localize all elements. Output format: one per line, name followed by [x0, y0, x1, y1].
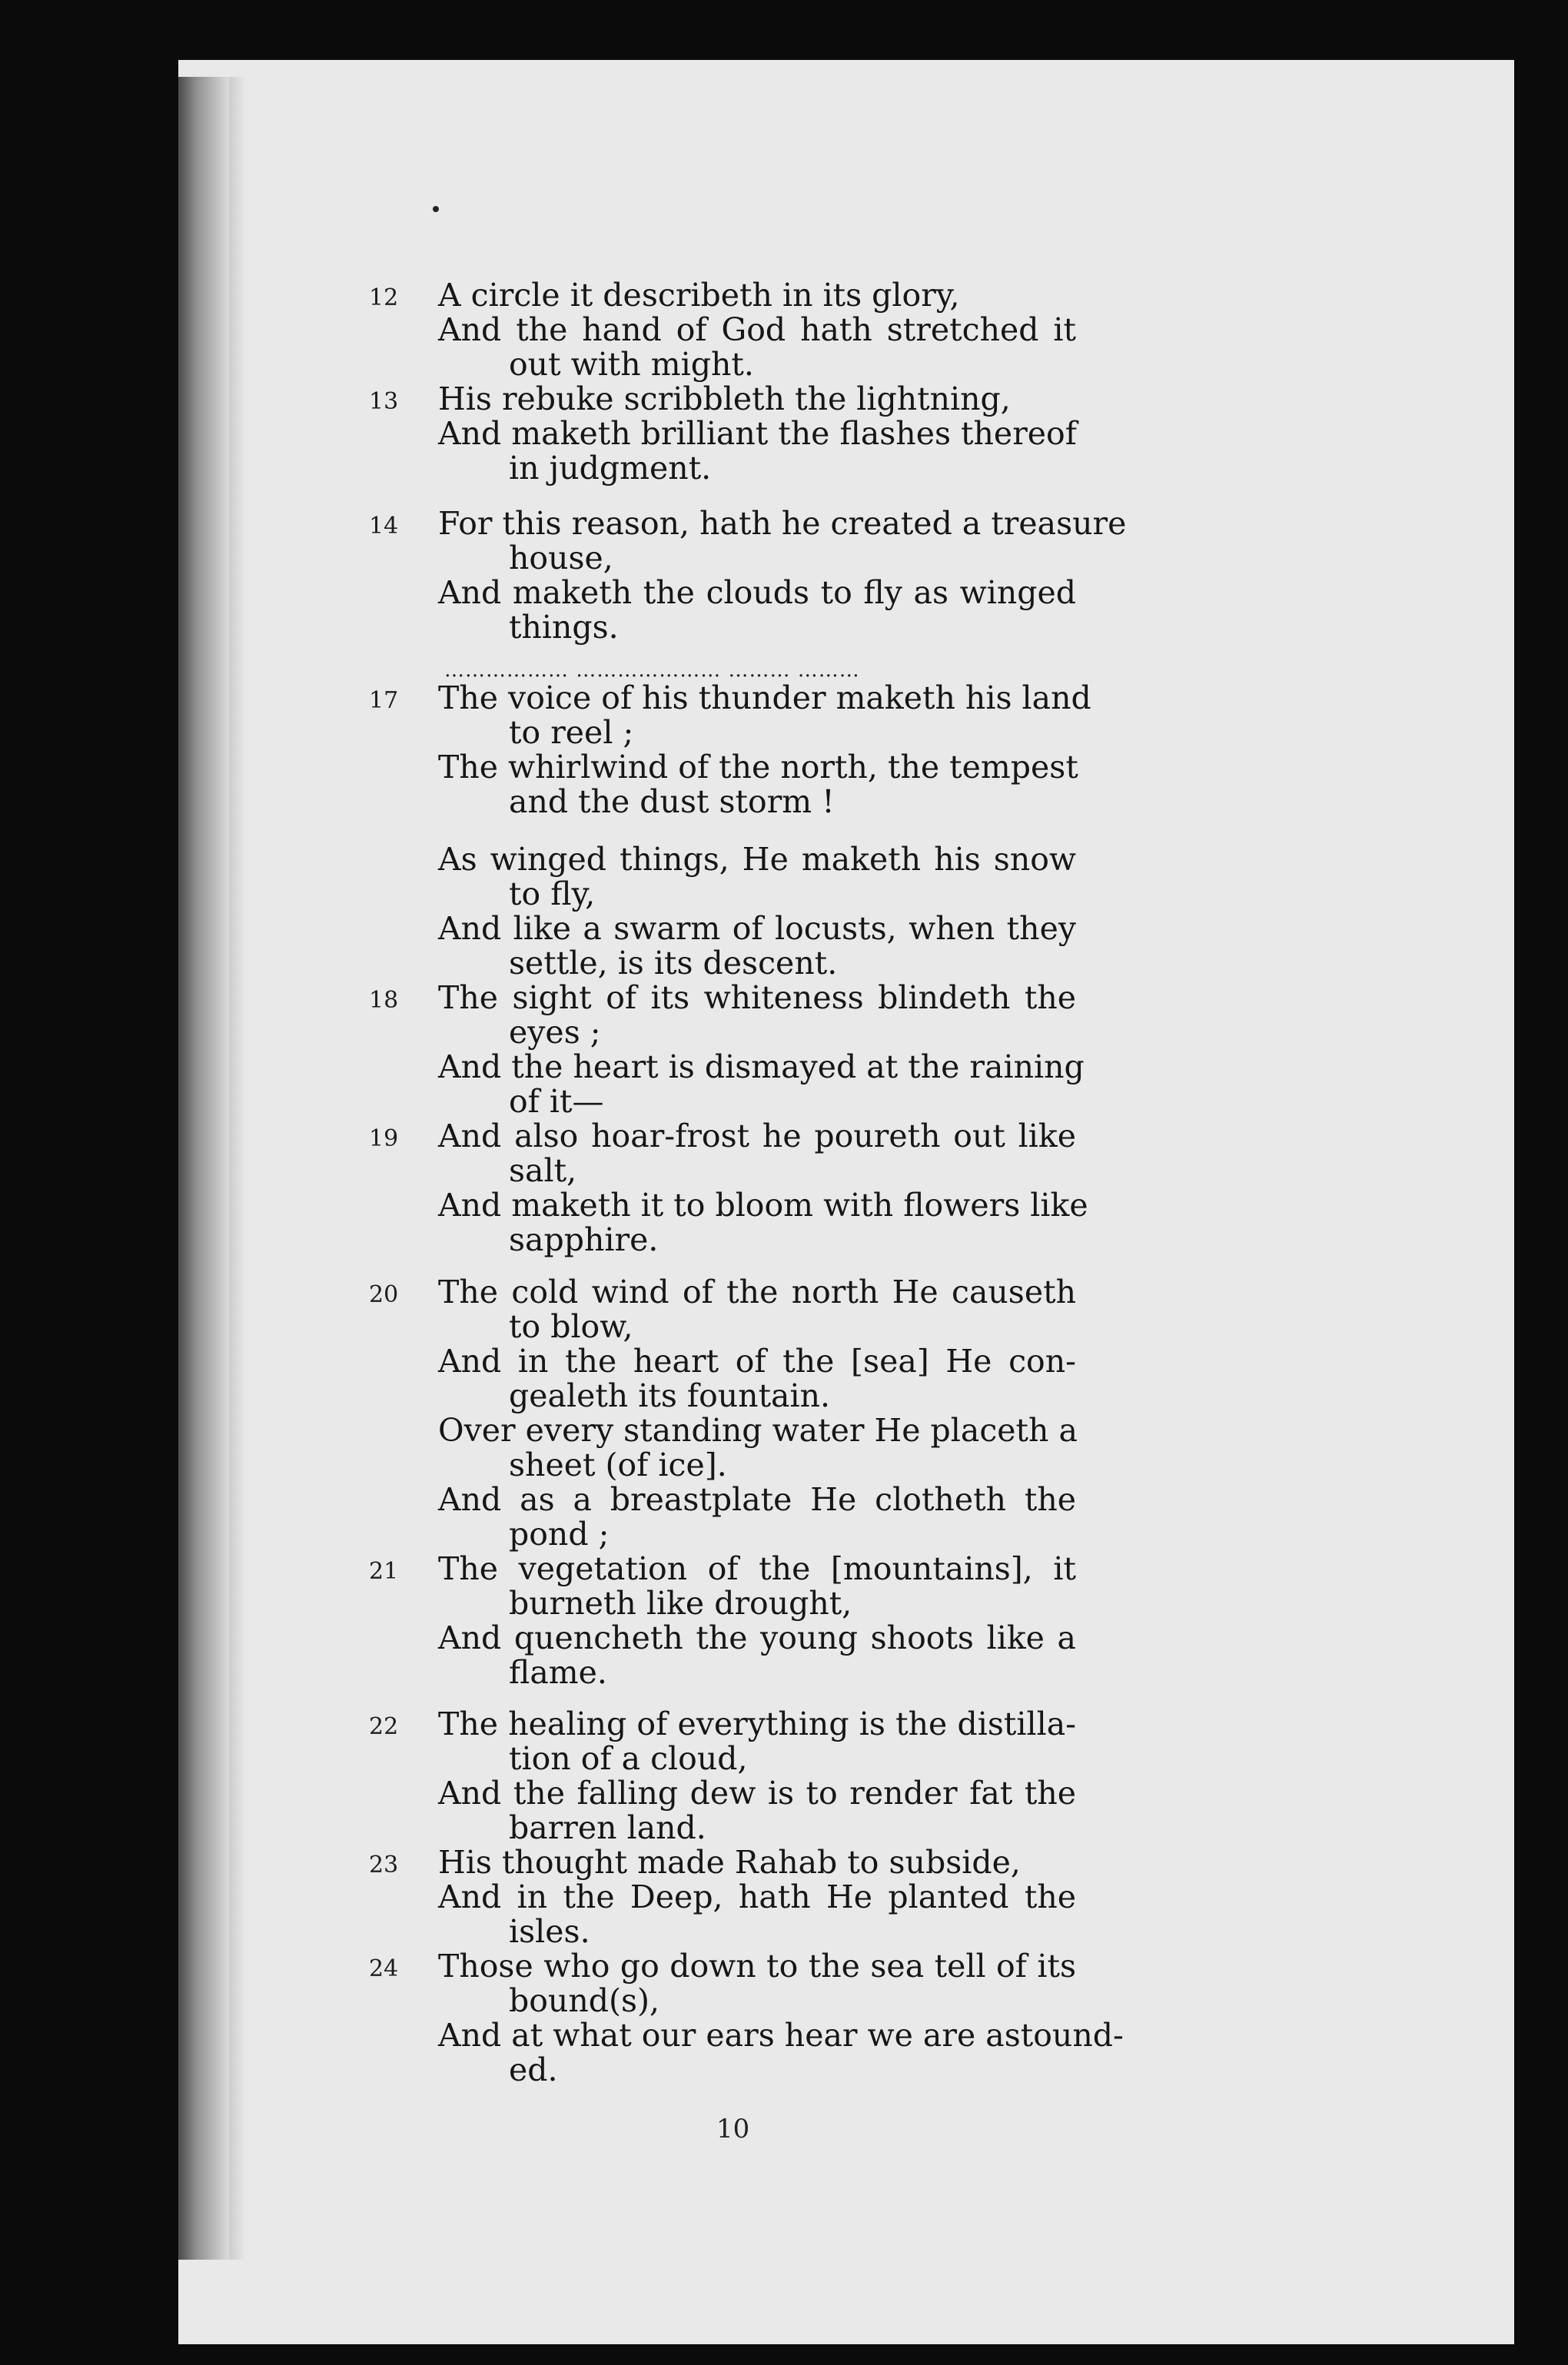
verse-line: And quencheth the young shoots like a [438, 1619, 1076, 1656]
verse-number: 14 [369, 513, 399, 540]
verse-number: 12 [369, 284, 399, 311]
verse-line: bound(s), [509, 1982, 660, 2019]
verse-line: sheet (of ice]. [509, 1447, 727, 1483]
verse-number: 22 [369, 1713, 399, 1740]
verse-line: And the hand of God hath stretched it [438, 311, 1076, 348]
gutter-shadow [229, 77, 246, 2260]
verse-line: A circle it describeth in its glory, [438, 277, 960, 314]
verse-number: 20 [369, 1281, 399, 1308]
verse-line: salt, [509, 1152, 577, 1189]
ellipsis-rule: ……………… ………………… ……… ……… [444, 659, 860, 682]
verse-line: The sight of its whiteness blindeth the [438, 979, 1076, 1016]
verse-line: eyes ; [509, 1014, 601, 1051]
verse-line: gealeth its fountain. [509, 1377, 831, 1414]
verse-line: to reel ; [509, 714, 634, 751]
verse-line: Those who go down to the sea tell of its [438, 1948, 1076, 1985]
verse-line: things. [509, 609, 619, 646]
verse-line: His thought made Rahab to subside, [438, 1844, 1021, 1881]
verse-line: tion of a cloud, [509, 1740, 748, 1777]
ink-speck [433, 206, 439, 212]
verse-line: The healing of everything is the distilla- [438, 1706, 1076, 1742]
verse-line: to fly, [509, 875, 596, 912]
verse-line: The voice of his thunder maketh his land [438, 679, 1091, 716]
verse-line: As winged things, He maketh his snow [438, 841, 1076, 878]
verse-number: 18 [369, 987, 399, 1014]
verse-line: And in the heart of the [sea] He con- [438, 1343, 1076, 1380]
verse-number: 21 [369, 1558, 399, 1585]
verse-line: Over every standing water He placeth a [438, 1412, 1078, 1449]
page-number: 10 [716, 2114, 750, 2144]
verse-line: And in the Deep, hath He planted the [438, 1878, 1076, 1915]
verse-number: 13 [369, 388, 399, 415]
verse-line: The cold wind of the north He causeth [438, 1274, 1076, 1310]
verse-line: For this reason, hath he created a treasure [438, 505, 1127, 542]
verse-line: isles. [509, 1913, 590, 1950]
verse-line: pond ; [509, 1516, 610, 1553]
verse-line: And maketh brilliant the flashes thereof [438, 415, 1077, 452]
verse-number: 23 [369, 1852, 399, 1878]
verse-line: The whirlwind of the north, the tempest [438, 749, 1078, 786]
verse-line: in judgment. [509, 450, 712, 487]
verse-line: to blow, [509, 1308, 633, 1345]
verse-line: And the heart is dismayed at the raining [438, 1048, 1085, 1085]
verse-line: settle, is its descent. [509, 945, 838, 982]
verse-number: 19 [369, 1125, 399, 1152]
verse-line: flame. [509, 1654, 607, 1691]
verse-line: And as a breastplate He clotheth the [438, 1481, 1076, 1518]
verse-line: house, [509, 540, 613, 576]
verse-line: And maketh the clouds to fly as winged [438, 574, 1076, 611]
verse-line: barren land. [509, 1809, 706, 1846]
page-gutter [178, 77, 229, 2260]
verse-line: And the falling dew is to render fat the [438, 1775, 1076, 1812]
verse-number: 17 [369, 687, 399, 714]
verse-line: and the dust storm ! [509, 783, 835, 820]
verse-line: And at what our ears hear we are astound- [438, 2017, 1124, 2054]
verse-line: out with might. [509, 346, 754, 383]
verse-line: And like a swarm of locusts, when they [438, 910, 1076, 947]
verse-line: ed. [509, 2051, 558, 2088]
verse-line: of it— [509, 1083, 604, 1120]
verse-line: And also hoar-frost he poureth out like [438, 1118, 1076, 1154]
verse-line: burneth like drought, [509, 1585, 852, 1622]
verse-line: And maketh it to bloom with flowers like [438, 1187, 1088, 1224]
verse-number: 24 [369, 1955, 399, 1982]
verse-line: The vegetation of the [mountains], it [438, 1550, 1076, 1587]
verse-line: sapphire. [509, 1221, 659, 1258]
verse-line: His rebuke scribbleth the lightning, [438, 380, 1011, 417]
